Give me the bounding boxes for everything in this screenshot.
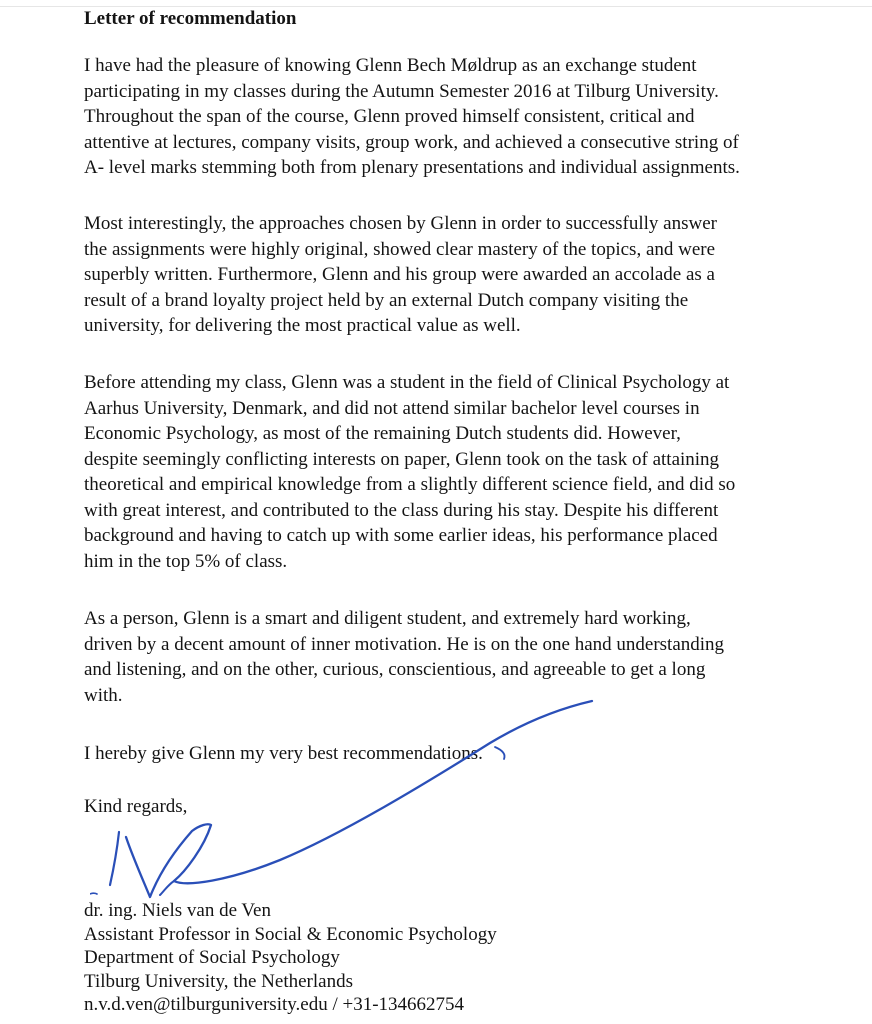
- text-line: As a person, Glenn is a smart and diligent student, and extremely hard working,: [84, 608, 691, 629]
- page-top-border: [0, 6, 872, 7]
- letter-title: Letter of recommendation: [84, 8, 297, 29]
- paragraph-recommendation: [84, 741, 784, 767]
- text-line: Economic Psychology, as most of the remaining Dutch students did. However,: [84, 423, 681, 444]
- text-line: with.: [84, 684, 123, 706]
- text-line: A- level marks stemming both from plenary presentations and individual assignments.: [84, 157, 740, 178]
- text-line: result of a brand loyalty project held by an external Dutch company visiting the: [84, 289, 689, 311]
- paragraph-background: [84, 370, 784, 574]
- text-line: I have had the pleasure of knowing Glenn Bech Møldrup as an exchange student: [84, 55, 697, 76]
- paragraph-introduction: [84, 53, 784, 181]
- signatory-position: Assistant Professor in Social & Economic Psychology: [84, 923, 497, 945]
- signatory-block: [84, 899, 497, 1017]
- text-line: I hereby give Glenn my very best recommendations.: [84, 743, 483, 764]
- text-line: superbly written. Furthermore, Glenn and his group were awarded an accolade as a: [84, 264, 715, 285]
- text-line: attentive at lectures, company visits, group work, and achieved a consecutive string of: [84, 131, 739, 153]
- signatory-institution: Tilburg University, the Netherlands: [84, 970, 353, 992]
- text-line: university, for delivering the most practical value as well.: [84, 315, 521, 336]
- text-line: despite seemingly conflicting interests on paper, Glenn took on the task of attaining: [84, 448, 720, 470]
- text-line: participating in my classes during the Autumn Semester 2016 at Tilburg University.: [84, 80, 719, 102]
- text-line: him in the top 5% of class.: [84, 550, 288, 572]
- text-line: the assignments were highly original, showed clear mastery of the topics, and were: [84, 238, 716, 260]
- text-line: driven by a decent amount of inner motivation. He is on the one hand understanding: [84, 633, 725, 655]
- signatory-department: Department of Social Psychology: [84, 947, 340, 968]
- paragraph-assignments: [84, 211, 784, 339]
- signatory-contact: n.v.d.ven@tilburguniversity.edu / +31-134662754: [84, 994, 465, 1015]
- text-line: theoretical and empirical knowledge from a slightly different science field, and did so: [84, 474, 736, 495]
- closing-salutation: [84, 794, 784, 820]
- text-line: Kind regards,: [84, 796, 188, 817]
- text-line: Most interestingly, the approaches chosen by Glenn in order to successfully answer: [84, 213, 717, 234]
- text-line: Before attending my class, Glenn was a student in the field of Clinical Psychology at: [84, 372, 730, 393]
- text-line: Aarhus University, Denmark, and did not attend similar bachelor level courses in: [84, 397, 700, 419]
- signatory-name: dr. ing. Niels van de Ven: [84, 900, 271, 921]
- text-line: and listening, and on the other, curious, conscientious, and agreeable to get a long: [84, 659, 706, 680]
- text-line: background and having to catch up with some earlier ideas, his performance placed: [84, 525, 718, 546]
- text-line: Throughout the span of the course, Glenn proved himself consistent, critical and: [84, 106, 695, 127]
- paragraph-personality: [84, 606, 784, 708]
- text-line: with great interest, and contributed to the class during his stay. Despite his different: [84, 499, 719, 521]
